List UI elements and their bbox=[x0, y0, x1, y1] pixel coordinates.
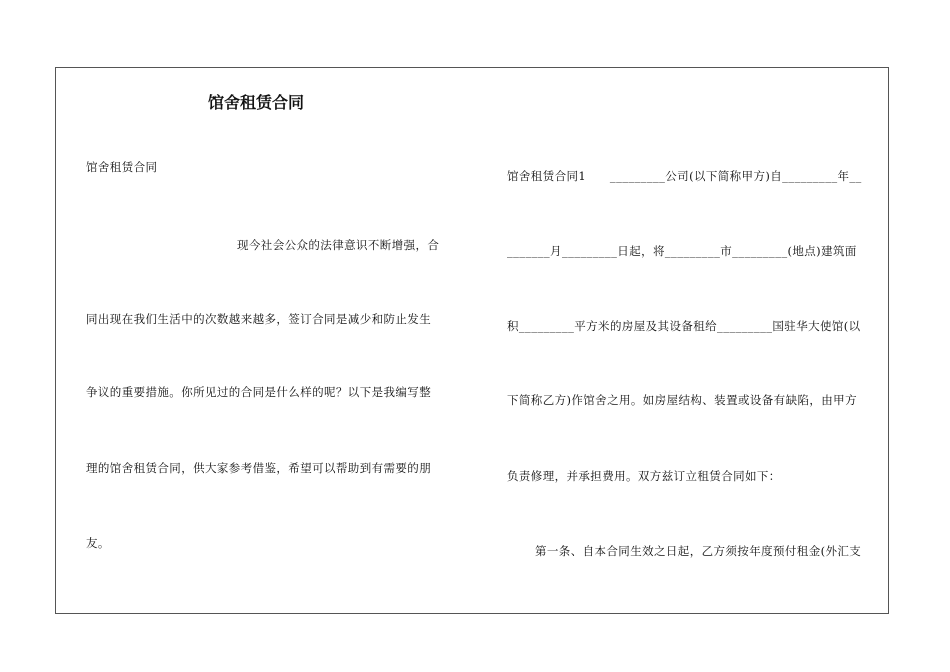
right-line-1: 馆舍租赁合同1 _________公司(以下简称甲方)自_________年__ bbox=[507, 169, 862, 183]
page-frame bbox=[55, 67, 889, 614]
right-line-6: 第一条、自本合同生效之日起，乙方须按年度预付租金(外汇支 bbox=[535, 544, 862, 558]
left-line-1: 馆舍租赁合同 bbox=[86, 160, 158, 174]
right-line-5: 负责修理，并承担费用。双方兹订立租赁合同如下： bbox=[507, 469, 781, 483]
left-line-4: 争议的重要措施。你所见过的合同是什么样的呢？以下是我编写整 bbox=[86, 385, 432, 399]
document-title: 馆舍租赁合同 bbox=[208, 93, 305, 112]
right-line-4: 下简称乙方)作馆舍之用。如房屋结构、装置或设备有缺陷，由甲方 bbox=[507, 393, 857, 407]
right-line-3: 积_________平方米的房屋及其设备租给_________国驻华大使馆(以 bbox=[507, 319, 861, 333]
left-line-3: 同出现在我们生活中的次数越来越多，签订合同是减少和防止发生 bbox=[86, 312, 432, 326]
left-line-5: 理的馆舍租赁合同，供大家参考借鉴，希望可以帮助到有需要的朋 bbox=[86, 461, 432, 475]
right-line-2: _______月_________日起，将_________市_________(地点)建筑面 bbox=[507, 244, 857, 258]
left-line-6: 友。 bbox=[86, 536, 110, 550]
left-line-2: 现今社会公众的法律意识不断增强，合 bbox=[237, 238, 440, 252]
